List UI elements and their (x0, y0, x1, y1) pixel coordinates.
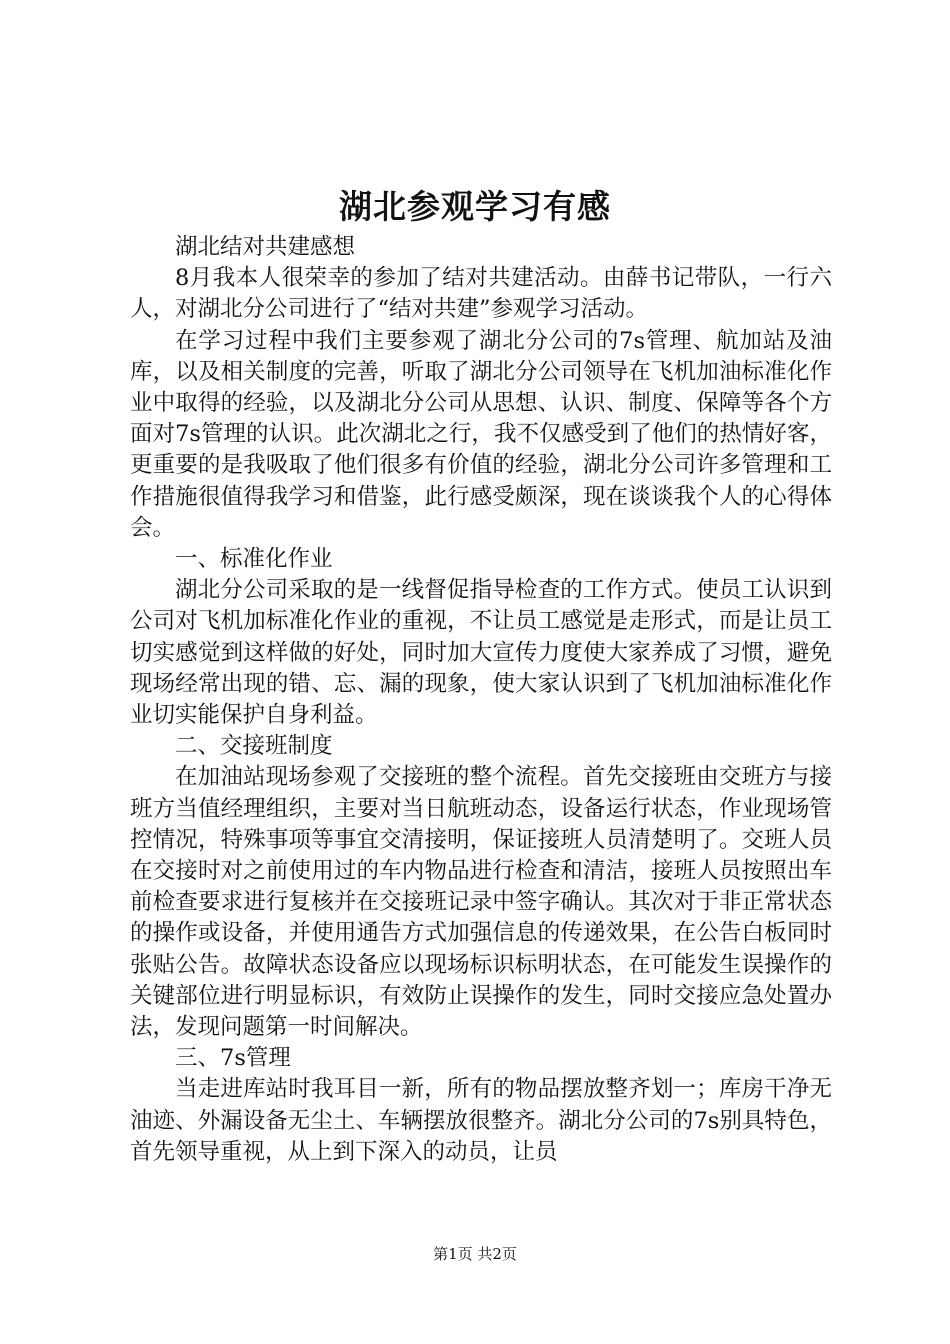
paragraph-shift-handover: 在加油站现场参观了交接班的整个流程。首先交接班由交班方与接班方当值经理组织，主要对当日航班动态，设备运行状态，作业现场管控情况，特殊事项等事宜交清接明，保证接班人员清楚明了。交班人员在交接时对之前使用过的车内物品进行检查和清洁，接班人员按照出车前检查要求进行复核并在交接班记录中签字确认。其次对于非正常状态的操作或设备，并使用通告方式加强信息的传递效果，在公告白板同时张贴公告。故障状态设备应以现场标识标明状态，在可能发生误操作的关键部位进行明显标识，有效防止误操作的发生，同时交接应急处置办法，发现问题第一时间解决。 (130, 764, 832, 1041)
section-heading-standardization: 一、标准化作业 (175, 546, 333, 573)
document-body (130, 232, 832, 1168)
paragraph-7s: 当走进库站时我耳目一新，所有的物品摆放整齐划一；库房干净无油迹、外漏设备无尘土、车辆摆放很整齐。湖北分公司的7s别具特色，首先领导重视，从上到下深入的动员，让员 (130, 1076, 832, 1165)
paragraph-overview: 在学习过程中我们主要参观了湖北分公司的7s管理、航加站及油库，以及相关制度的完善，听取了湖北分公司领导在飞机加油标准化作业中取得的经验，以及湖北分公司从思想、认识、制度、保障等各个方面对7s管理的认识。此次湖北之行，我不仅感受到了他们的热情好客，更重要的是我吸取了他们很多有价值的经验，湖北分公司许多管理和工作措施很值得我学习和借鉴，此行感受颇深，现在谈谈我个人的心得体会。 (130, 327, 832, 541)
document-title: 湖北参观学习有感 (339, 187, 611, 226)
paragraph-intro: 8月我本人很荣幸的参加了结对共建活动。由薛书记带队，一行六人，对湖北分公司进行了“结对共建”参观学习活动。 (130, 265, 832, 323)
paragraph-subtitle: 湖北结对共建感想 (175, 234, 356, 260)
paragraph-standardization: 湖北分公司采取的是一线督促指导检查的工作方式。使员工认识到公司对飞机加标准化作业的重视，不让员工感觉是走形式，而是让员工切实感觉到这样做的好处，同时加大宣传力度使大家养成了习惯，避免现场经常出现的错、忘、漏的现象，使大家认识到了飞机加油标准化作业切实能保护自身利益。 (130, 577, 832, 729)
page-number-footer: 第1页 共2页 (433, 1245, 517, 1263)
section-heading-shift-handover: 二、交接班制度 (175, 733, 333, 760)
section-heading-7s: 三、7s管理 (175, 1045, 291, 1072)
